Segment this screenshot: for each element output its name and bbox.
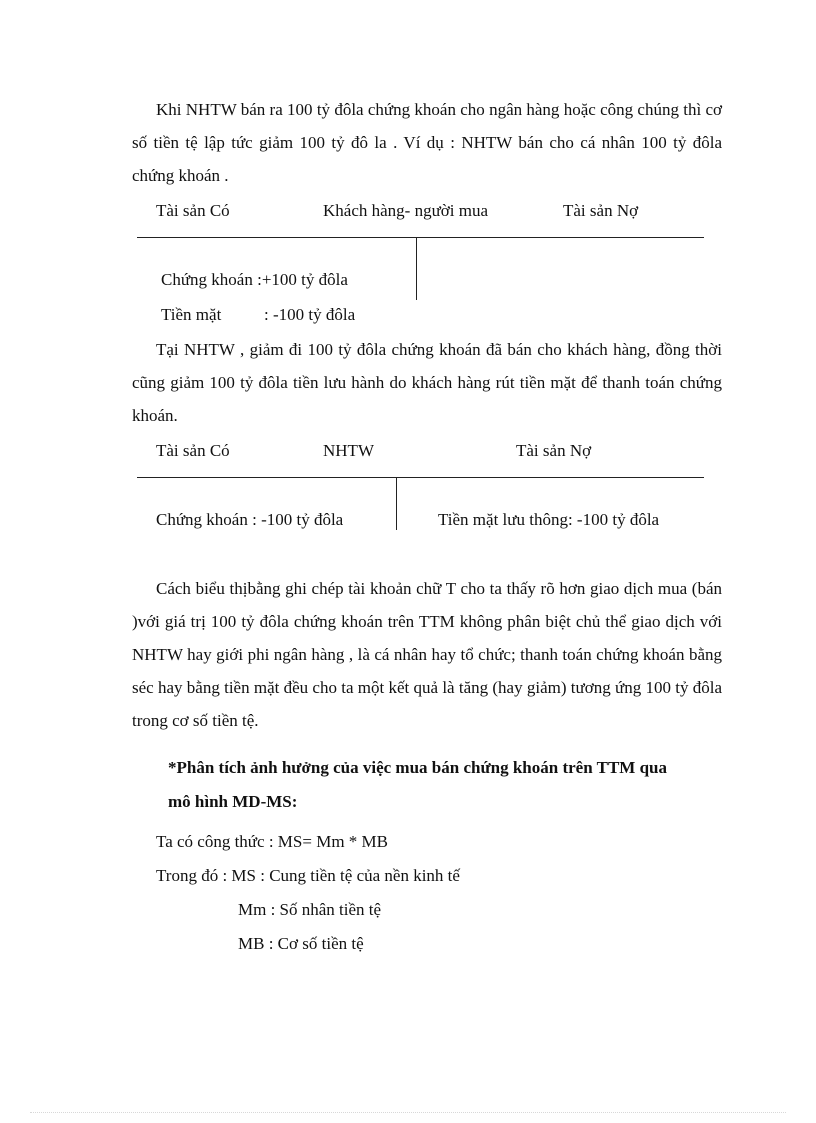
paragraph-nhtw-sells: Khi NHTW bán ra 100 tỷ đôla chứng khoán cho ngân hàng hoặc công chúng thì cơ số tiền tệ lập tức giảm 100 tỷ đô la . Ví dụ : NHTW bán cho cá nhân 100 tỷ đôla chứng khoán . (132, 100, 722, 185)
analysis-heading-line2: mô hình MD-MS: (168, 792, 298, 811)
t-account-liabilities-header: Tài sản Nợ (563, 201, 639, 220)
formula-line: Ta có công thức : MS= Mm * MB (156, 832, 388, 851)
t-account-row-cash-label: Tiền mặt (161, 305, 222, 324)
paragraph-nhtw-effect: Tại NHTW , giảm đi 100 tỷ đôla chứng khoán đã bán cho khách hàng, đồng thời cũng giảm 100 tỷ đôla tiền lưu hành do khách hàng rút tiền mặt để thanh toán chứng khoán. (132, 340, 722, 425)
t-account-row-securities: Chứng khoán : -100 tỷ đôla (156, 510, 344, 529)
footer-dotted-rule (30, 1112, 786, 1113)
analysis-heading-line1: *Phân tích ảnh hưởng của việc mua bán chứng khoán trên TTM qua (168, 758, 668, 777)
t-account-title: NHTW (323, 441, 374, 460)
t-account-horizontal-rule (137, 237, 704, 238)
paragraph-t-account-explanation: Cách biểu thịbằng ghi chép tài khoản chữ T cho ta thấy rõ hơn giao dịch mua (bán )với giá trị 100 tỷ đôla chứng khoán trên TTM không phân biệt chủ thể giao dịch với NHTW hay giới phi ngân hàng , là cá nhân hay tổ chức; thanh toán chứng khoán bằng séc hay bằng tiền mặt đều cho ta một kết quả là tăng (hay giảm) tương ứng 100 tỷ đôla trong cơ số tiền tệ. (132, 579, 722, 730)
t-account-row-cash-value: : -100 tỷ đôla (264, 305, 356, 324)
t-account-title: Khách hàng- người mua (323, 201, 489, 220)
definition-mm: Mm : Số nhân tiền tệ (238, 900, 382, 919)
t-account-assets-header: Tài sản Có (156, 441, 230, 460)
t-account-assets-header: Tài sản Có (156, 201, 230, 220)
definition-mb: MB : Cơ số tiền tệ (238, 934, 364, 953)
t-account-row-currency: Tiền mặt lưu thông: -100 tỷ đôla (438, 510, 660, 529)
t-account-row-securities: Chứng khoán :+100 tỷ đôla (161, 270, 348, 289)
definition-ms: Trong đó : MS : Cung tiền tệ của nền kinh tế (156, 866, 460, 885)
t-account-horizontal-rule (137, 477, 704, 478)
t-account-vertical-rule (416, 238, 417, 300)
t-account-vertical-rule (396, 478, 397, 530)
t-account-liabilities-header: Tài sản Nợ (516, 441, 592, 460)
